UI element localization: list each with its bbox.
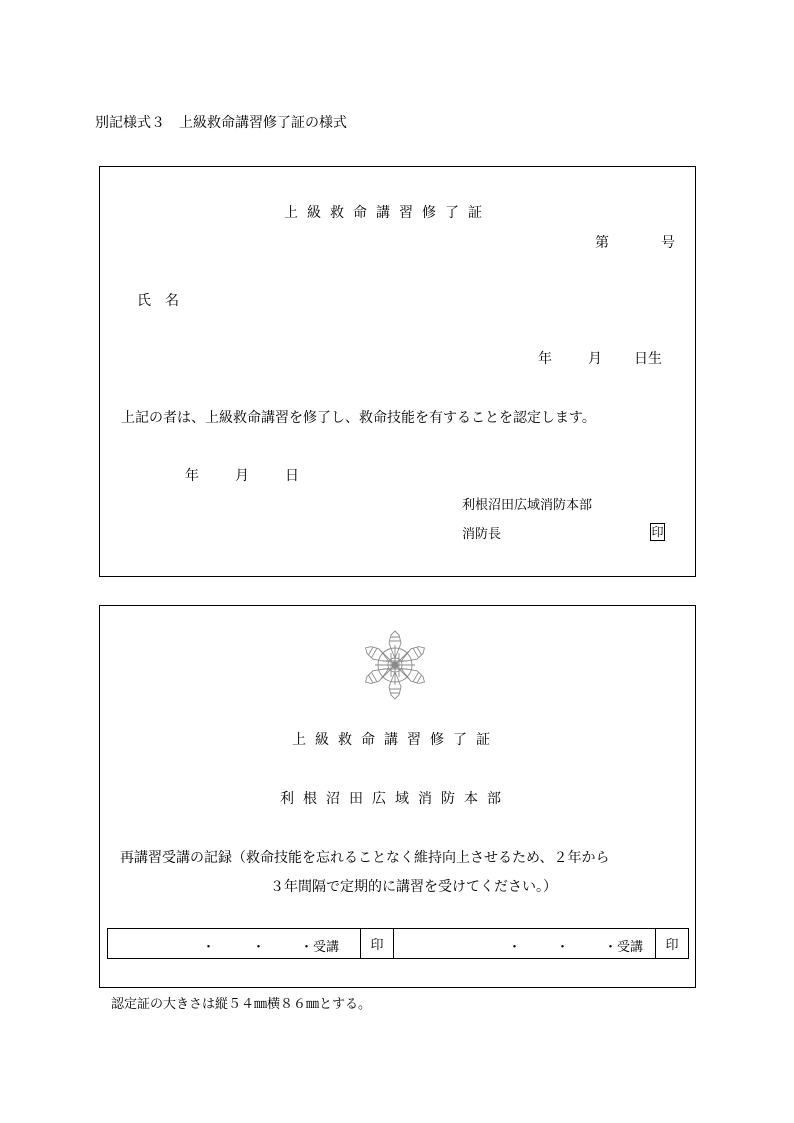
renewal-note-line1: 再講習受講の記録（救命技能を忘れることなく維持向上させるため、２年から — [120, 850, 610, 866]
issue-year: 年 — [185, 468, 199, 484]
seal-label: 印 — [665, 938, 679, 953]
renewal-seal-cell-1[interactable] — [361, 929, 394, 959]
date-dot-1: ・ — [202, 940, 216, 955]
number-suffix: 号 — [661, 235, 675, 251]
renewal-record-table — [107, 928, 689, 959]
issuer-name: 利根沼田広域消防本部 — [462, 498, 593, 513]
page-heading: 別記様式３ 上級救命講習修了証の様式 — [95, 115, 347, 131]
birth-year: 年 — [538, 351, 552, 367]
birth-day: 日生 — [634, 351, 662, 367]
back-issuer-name: 利根沼田広域消防本部 — [280, 791, 510, 807]
seal-mark: 印 — [651, 525, 664, 539]
seal-label: 印 — [370, 938, 384, 953]
renewal-date-cell-1[interactable] — [108, 929, 361, 959]
renewal-seal-cell-2[interactable] — [656, 929, 689, 959]
attended-label: ・受講 — [300, 940, 340, 955]
issue-day: 日 — [285, 468, 299, 484]
certificate-front — [99, 166, 696, 577]
date-dot-1: ・ — [508, 940, 522, 955]
attended-label: ・受講 — [604, 940, 644, 955]
issue-month: 月 — [235, 468, 249, 484]
date-dot-2: ・ — [252, 940, 266, 955]
date-dot-2: ・ — [556, 940, 570, 955]
birth-month: 月 — [588, 351, 602, 367]
size-note: 認定証の大きさは縦５４㎜横８６㎜とする。 — [111, 997, 372, 1012]
fire-department-emblem-icon — [359, 629, 431, 701]
table-row — [108, 929, 689, 959]
name-label: 氏 名 — [137, 293, 179, 309]
renewal-note-line2: ３年間隔で定期的に講習を受けてください。） — [270, 879, 557, 895]
chief-label: 消防長 — [462, 527, 502, 542]
back-title: 上級救命講習修了証 — [292, 732, 499, 748]
renewal-date-cell-2[interactable] — [394, 929, 656, 959]
front-title: 上級救命講習修了証 — [284, 205, 491, 221]
certification-statement: 上記の者は、上級救命講習を修了し、救命技能を有することを認定します。 — [121, 410, 596, 426]
number-prefix: 第 — [595, 235, 609, 251]
